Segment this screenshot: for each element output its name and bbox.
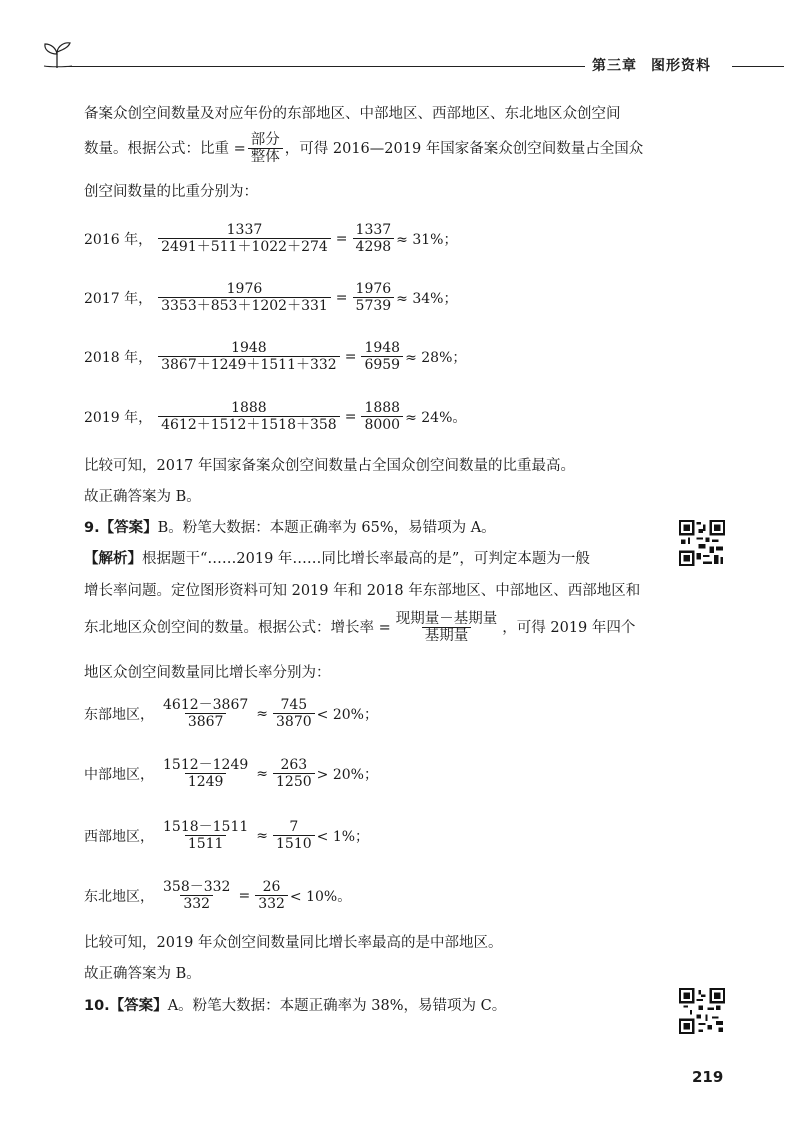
fraction-denominator: 2491＋511＋1022＋274: [158, 238, 331, 255]
fraction-denominator: 1510: [273, 835, 315, 852]
fraction-numerator: 7: [289, 819, 299, 835]
formula-operator: =: [238, 887, 251, 904]
fraction-denominator: 3867: [185, 713, 227, 730]
fraction-numerator: 现期量－基期量: [395, 611, 498, 627]
page-number: 219: [692, 1068, 724, 1086]
formula-label: 东部地区，: [84, 706, 154, 723]
fraction-numerator: 部分: [250, 132, 280, 148]
comparison-text: 比较可知，2017 年国家备案众创空间数量占全国众创空间数量的比重最高。: [84, 458, 576, 474]
analysis-line-2: 增长率问题。定位图形资料可知 2019 年和 2018 年东部地区、中部地区、西部地区和: [84, 583, 641, 599]
fraction-numerator: 745: [280, 697, 308, 713]
fraction-numerator: 1888: [364, 400, 401, 416]
analysis-line-1: [84, 549, 590, 569]
growth-formula-fraction: [393, 611, 501, 644]
answer-text: 故正确答案为 B。: [84, 489, 201, 505]
analysis-line-3: [84, 611, 635, 644]
answer-body: B。粉笔大数据：本题正确率为 65%，易错项为 A。: [157, 520, 496, 536]
ratio-formula: 2017 年， $\frac{1976}{3353+853+1202+331}$ = $\frac{1976}{5739}$ ≈ 34%；: [84, 281, 458, 314]
answer-tag: 10.【答案】: [84, 998, 168, 1014]
intro-line-1: 备案众创空间数量及对应年份的东部地区、中部地区、西部地区、东北地区众创空间: [84, 106, 621, 122]
fraction-numerator: 358－332: [163, 879, 231, 895]
formula-label: 2017 年，: [84, 290, 153, 307]
analysis-line-4: 地区众创空间数量同比增长率分别为：: [84, 665, 331, 681]
fraction-numerator: 1888: [231, 400, 267, 416]
fraction-denominator: 332: [255, 895, 288, 912]
growth-formula: [84, 757, 378, 790]
growth-formula: [84, 879, 351, 912]
fraction-numerator: 1948: [231, 340, 267, 356]
formula-operator: ≈: [256, 705, 268, 722]
qr-code-icon[interactable]: [679, 988, 725, 1034]
fraction-denominator: 332: [180, 895, 213, 912]
fraction-denominator: 3353＋853＋1202＋331: [158, 297, 331, 314]
fraction-denominator: 6959: [361, 356, 403, 373]
fraction-numerator: 1948: [364, 340, 401, 356]
formula-label: 2019 年，: [84, 409, 153, 426]
formula-label: 东北地区，: [84, 888, 154, 905]
fraction-denominator: 4298: [353, 238, 395, 255]
fraction-denominator: 1511: [185, 835, 227, 852]
analysis-line-1-text: 根据题干“……2019 年……同比增长率最高的是”，可判定本题为一般: [142, 551, 590, 567]
formula-result: < 1%；: [316, 828, 370, 845]
fraction-numerator: 1518－1511: [163, 819, 249, 835]
qr-code-icon[interactable]: [679, 520, 725, 566]
formula-result: < 10%。: [289, 888, 352, 905]
ratio-formula: 2016 年， $\frac{1337}{2491+511+1022+274}$ = $\frac{1337}{4298}$ ≈ 31%；: [84, 222, 458, 255]
chapter-label: 第三章: [592, 58, 637, 74]
growth-formula: [84, 819, 369, 852]
fraction-denominator: 整体: [248, 148, 283, 165]
share-formula-fraction: [248, 132, 283, 165]
analysis-tag: 【解析】: [84, 551, 142, 567]
intro-line-2-pre: 数量。根据公式：比重 =: [84, 140, 246, 157]
comparison-text: 比较可知，2019 年众创空间数量同比增长率最高的是中部地区。: [84, 935, 503, 951]
fraction-numerator: 26: [262, 879, 281, 895]
formula-label: 2016 年，: [84, 231, 153, 248]
answer-body: A。粉笔大数据：本题正确率为 38%，易错项为 C。: [167, 998, 507, 1014]
fraction-numerator: 263: [280, 757, 308, 773]
fraction-denominator: 1250: [273, 773, 315, 790]
analysis-line-3-post: ，可得 2019 年四个: [502, 619, 636, 636]
fraction-numerator: 1512－1249: [163, 757, 249, 773]
answer-tag: 9.【答案】: [84, 520, 158, 536]
fraction-numerator: 1976: [226, 281, 263, 297]
question-10-answer: [84, 996, 506, 1016]
fraction-denominator: 1249: [185, 773, 227, 790]
fraction-denominator: 基期量: [422, 627, 472, 644]
formula-operator: ≈: [256, 765, 268, 782]
fraction-numerator: 1337: [355, 222, 392, 238]
formula-result: < 20%；: [316, 706, 378, 723]
intro-line-2-post: ，可得 2016—2019 年国家备案众创空间数量占全国众: [284, 140, 644, 157]
answer-text: 故正确答案为 B。: [84, 966, 201, 982]
growth-formula: [84, 697, 378, 730]
intro-line-2: [84, 132, 643, 165]
formula-label: 中部地区，: [84, 766, 154, 783]
formula-label: 西部地区，: [84, 828, 154, 845]
fraction-numerator: 4612－3867: [163, 697, 249, 713]
header-rule: [65, 66, 585, 67]
ratio-formula: 2018 年， $\frac{1948}{3867+1249+1511+332}$ = $\frac{1948}{6959}$ ≈ 28%；: [84, 340, 467, 373]
section-label: 图形资料: [651, 58, 711, 74]
formula-result: ≈ 31%；: [396, 231, 458, 248]
header-rule-right: [732, 66, 784, 67]
fraction-denominator: 8000: [361, 416, 403, 433]
fraction-denominator: 3870: [273, 713, 315, 730]
fraction-denominator: 3867＋1249＋1511＋332: [158, 356, 340, 373]
fraction-numerator: 1337: [226, 222, 263, 238]
fraction-denominator: 5739: [353, 297, 395, 314]
fraction-denominator: 4612＋1512＋1518＋358: [158, 416, 340, 433]
formula-result: ≈ 24%。: [405, 409, 467, 426]
fraction-numerator: 1976: [355, 281, 392, 297]
formula-result: ≈ 34%；: [396, 290, 458, 307]
formula-result: > 20%；: [316, 766, 378, 783]
analysis-line-3-pre: 东北地区众创空间的数量。根据公式：增长率 =: [84, 619, 391, 636]
ratio-formula: 2019 年， $\frac{1888}{4612+1512+1518+358}$ = $\frac{1888}{8000}$ ≈ 24%。: [84, 400, 467, 433]
formula-label: 2018 年，: [84, 349, 153, 366]
chapter-heading: [592, 55, 711, 75]
intro-line-3: 创空间数量的比重分别为：: [84, 184, 258, 200]
formula-result: ≈ 28%；: [405, 349, 467, 366]
question-9-answer: [84, 518, 496, 538]
formula-operator: ≈: [256, 827, 268, 844]
